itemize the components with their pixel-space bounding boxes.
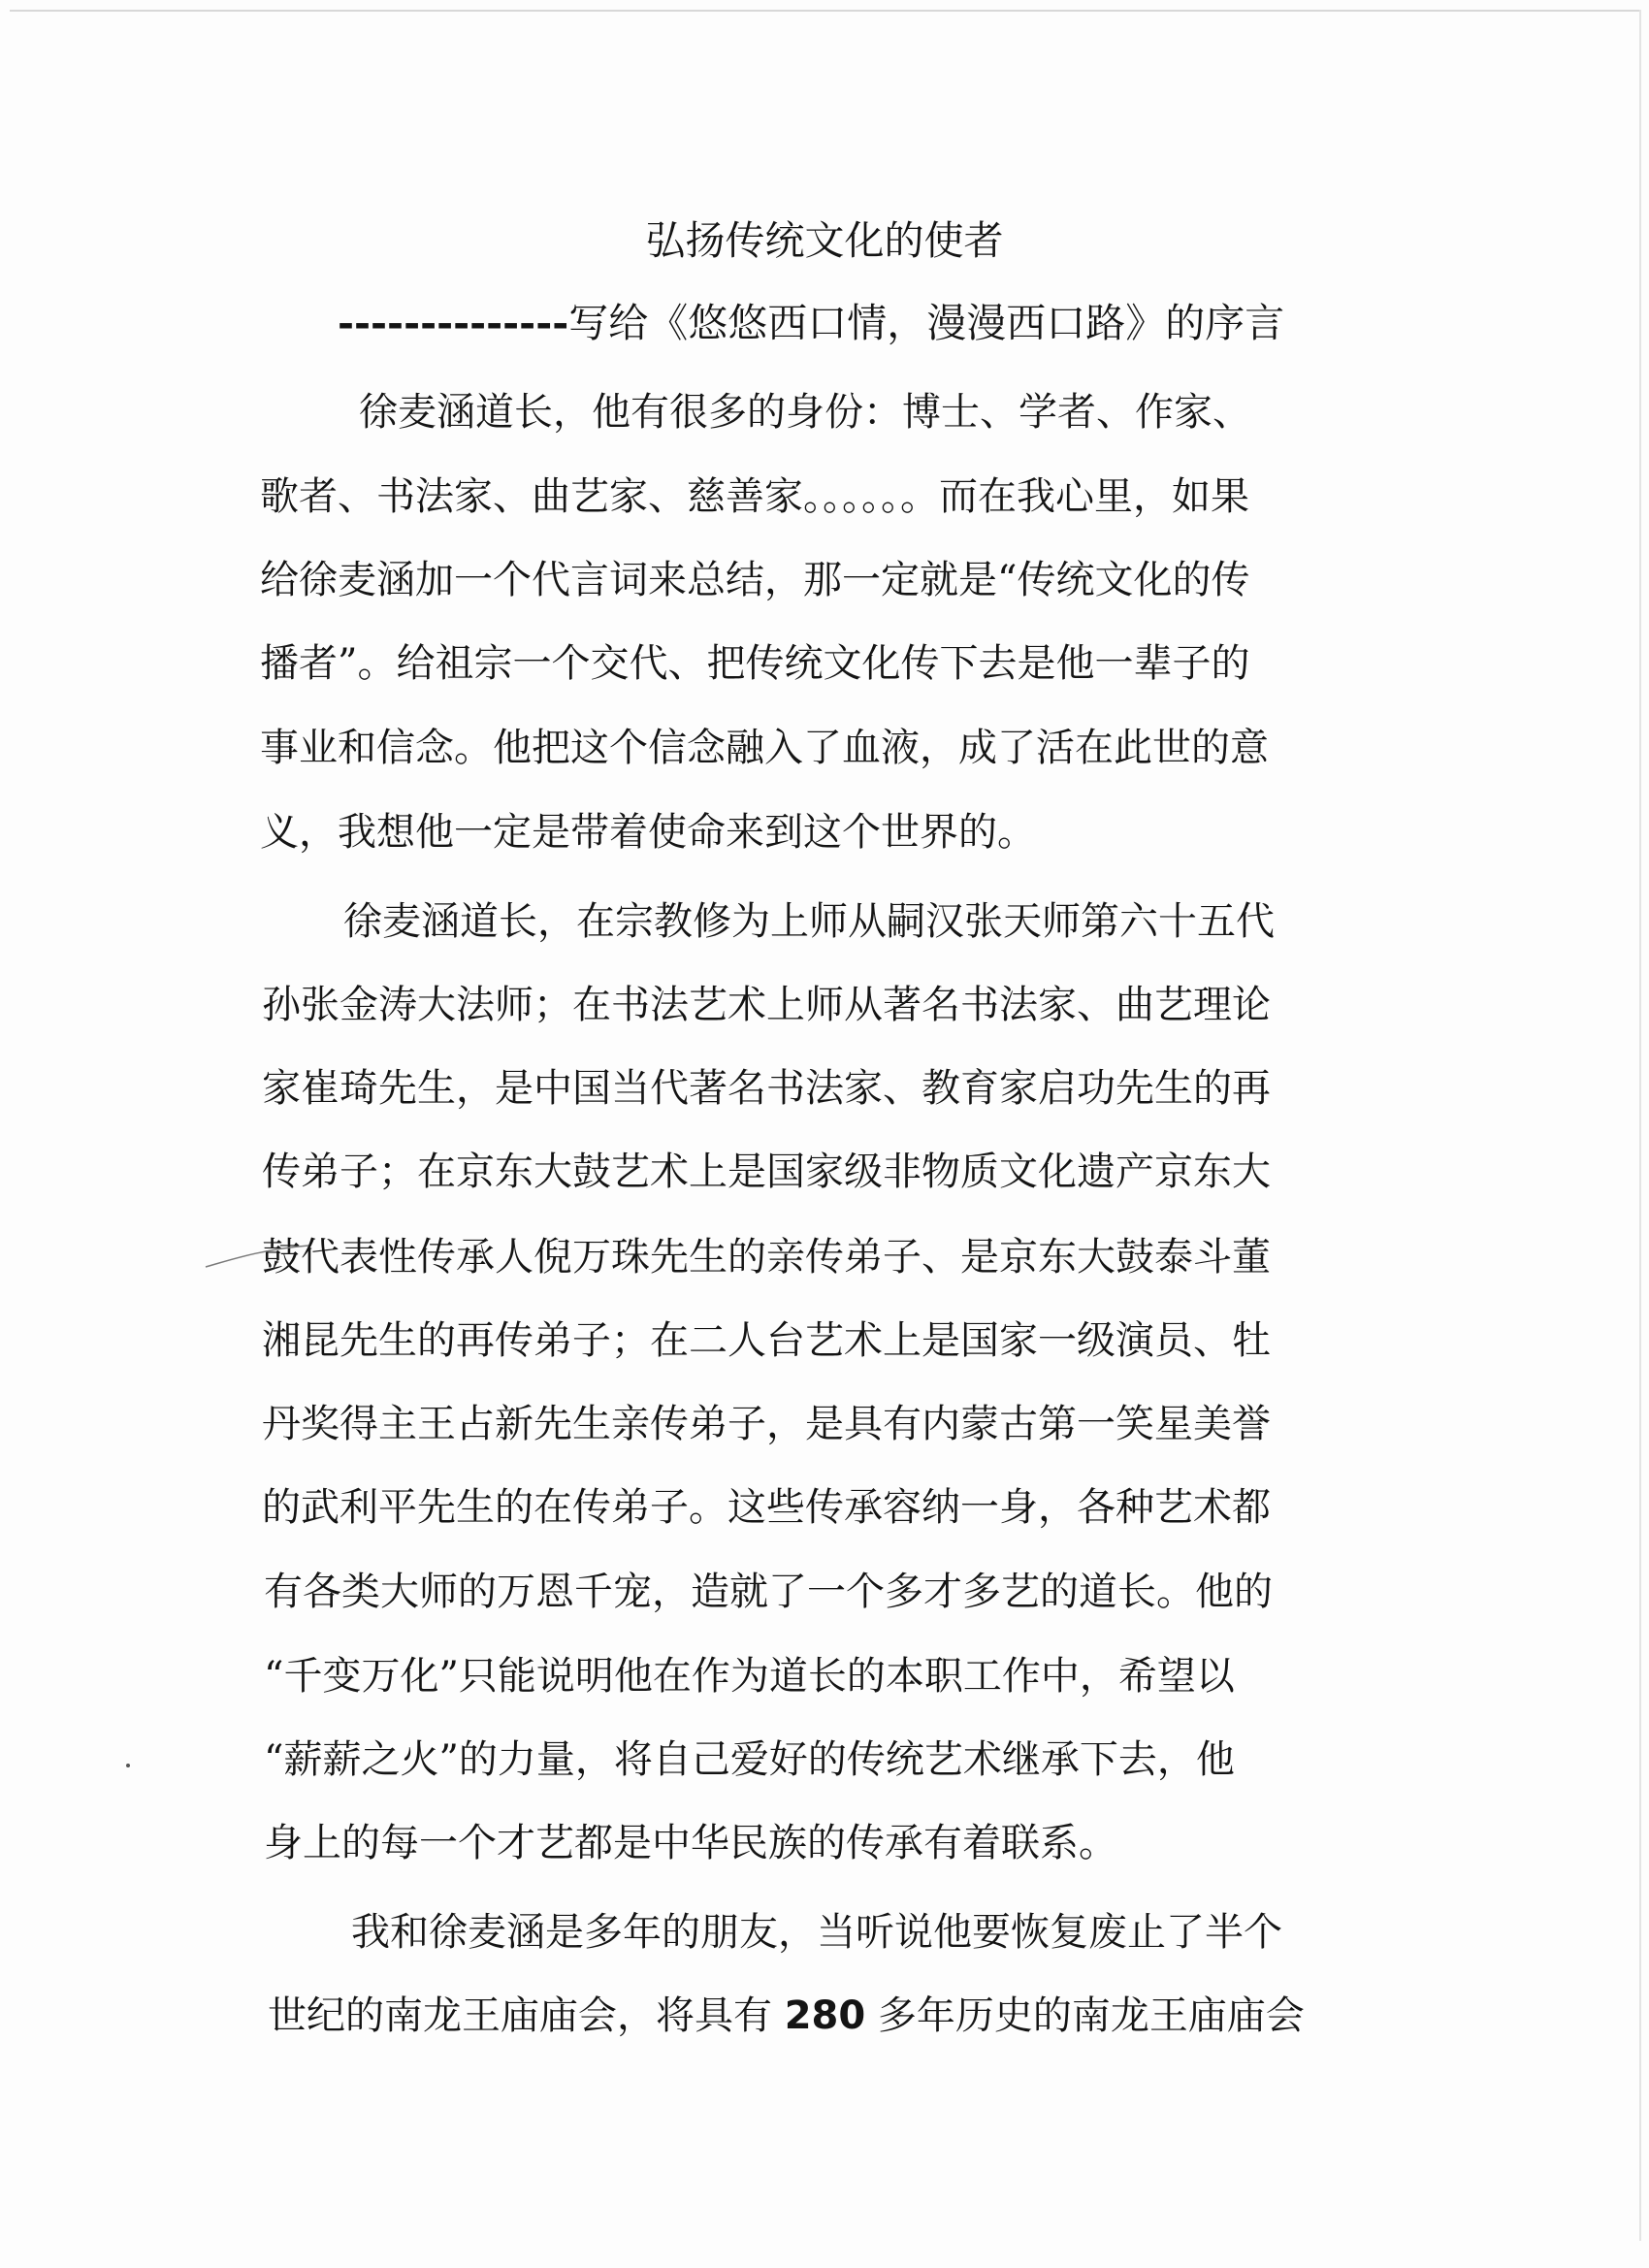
pen-stroke-mark xyxy=(204,1242,310,1271)
text-line: 有各类大师的万恩千宠，造就了一个多才多艺的道长。他的 xyxy=(264,1570,1273,1614)
subtitle-dashes: -------------- xyxy=(338,300,569,346)
text-line-last xyxy=(268,1987,1305,2045)
text-line: 传弟子；在京东大鼓艺术上是国家级非物质文化遗产京东大 xyxy=(262,1150,1271,1194)
last-line-before: 世纪的南龙王庙庙会，将具有 xyxy=(268,1993,785,2038)
text-line: 播者”。给祖宗一个交代、把传统文化传下去是他一辈子的 xyxy=(260,641,1250,686)
scan-edge-right xyxy=(1639,10,1641,2241)
text-line: 湘昆先生的再传弟子；在二人台艺术上是国家一级演员、牡 xyxy=(262,1318,1271,1363)
text-line: 丹奖得主王占新先生亲传弟子，是具有内蒙古第一笑星美誉 xyxy=(262,1402,1271,1446)
text-line: 徐麦涵道长，他有很多的身份：博士、学者、作家、 xyxy=(359,390,1251,435)
text-line: 家崔琦先生，是中国当代著名书法家、教育家启功先生的再 xyxy=(262,1066,1271,1111)
last-line-after: 多年历史的南龙王庙庙会 xyxy=(865,1993,1305,2038)
text-line: 义，我想他一定是带着使命来到这个世界的。 xyxy=(260,810,1036,855)
text-line: 歌者、书法家、曲艺家、慈善家。。。。。。而在我心里，如果 xyxy=(260,474,1249,519)
text-line: 我和徐麦涵是多年的朋友，当听说他要恢复废止了半个 xyxy=(351,1910,1282,1955)
speck-mark xyxy=(126,1764,130,1767)
scan-edge-top xyxy=(10,10,1639,12)
text-line: 孙张金涛大法师；在书法艺术上师从著名书法家、曲艺理论 xyxy=(262,983,1271,1027)
text-line: “千变万化”只能说明他在作为道长的本职工作中，希望以 xyxy=(264,1654,1235,1699)
text-line: 的武利平先生的在传弟子。这些传承容纳一身，各种艺术都 xyxy=(262,1485,1271,1530)
document-title: 弘扬传统文化的使者 xyxy=(645,217,1004,264)
last-line-number: 280 xyxy=(784,1993,866,2038)
text-line: “薪薪之火”的力量，将自己爱好的传统艺术继承下去，他 xyxy=(264,1737,1235,1782)
document-subtitle xyxy=(338,294,1284,352)
text-line: 事业和信念。他把这个信念融入了血液，成了活在此世的意 xyxy=(260,726,1269,770)
text-line: 鼓代表性传承人倪万珠先生的亲传弟子、是京东大鼓泰斗董 xyxy=(262,1235,1271,1280)
subtitle-text: 写给《悠悠西口情，漫漫西口路》的序言 xyxy=(568,300,1285,346)
text-line: 给徐麦涵加一个代言词来总结，那一定就是“传统文化的传 xyxy=(260,558,1250,602)
text-line: 身上的每一个才艺都是中华民族的传承有着联系。 xyxy=(264,1821,1117,1865)
text-line: 徐麦涵道长，在宗教修为上师从嗣汉张天师第六十五代 xyxy=(343,899,1275,944)
